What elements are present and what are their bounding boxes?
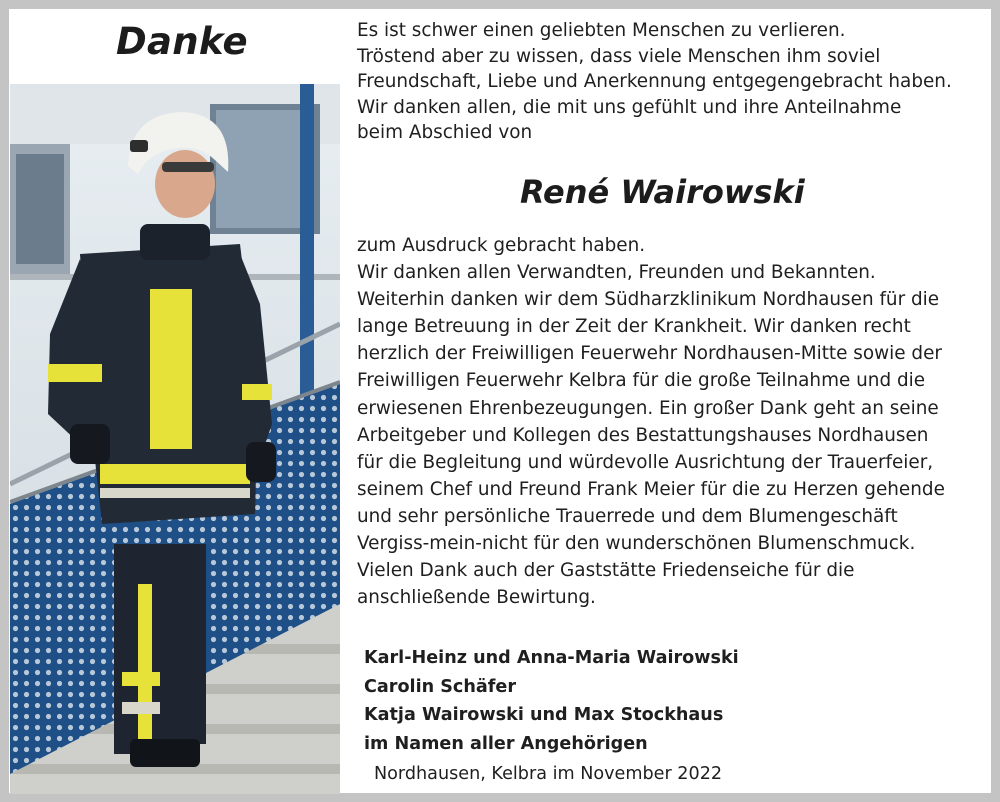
intro-line: Tröstend aber zu wissen, dass viele Menschen ihm soviel: [357, 45, 881, 67]
signer-line: Carolin Schäfer: [364, 676, 517, 697]
intro-line: Wir danken allen, die mit uns gefühlt und ihre Anteilnahme: [357, 96, 902, 118]
signer-line: im Namen aller Angehörigen: [364, 733, 648, 754]
signers-block: [364, 644, 784, 758]
body-line: zum Ausdruck gebracht haben.: [357, 235, 646, 256]
body-line: anschließende Bewirtung.: [357, 587, 596, 609]
body-line: herzlich der Freiwilligen Feuerwehr Nordhausen-Mitte sowie der: [357, 343, 942, 365]
body-line: und sehr persönliche Trauerrede und dem Blumengeschäft: [357, 505, 898, 527]
intro-line: beim Abschied von: [357, 122, 533, 144]
place-date: Nordhausen, Kelbra im November 2022: [374, 764, 723, 784]
body-line: Arbeitgeber und Kollegen des Bestattungshauses Nordhausen: [357, 424, 929, 446]
firefighter-photo: [10, 84, 340, 794]
deceased-name: René Wairowski: [520, 173, 805, 211]
body-line: Wir danken allen Verwandten, Freunden und Bekannten.: [357, 262, 876, 284]
body-line: Weiterhin danken wir dem Südharzklinikum Nordhausen für die: [357, 289, 940, 311]
body-line: lange Betreuung in der Zeit der Krankheit. Wir danken recht: [357, 316, 911, 338]
intro-line: Es ist schwer einen geliebten Menschen zu verlieren.: [357, 20, 846, 41]
body-line: erwiesenen Ehrenbezeugungen. Ein großer Dank geht an seine: [357, 397, 939, 419]
intro-text: [357, 18, 982, 146]
body-line: für die Begleitung und würdevolle Ausrichtung der Trauerfeier,: [357, 451, 934, 473]
intro-line: Freundschaft, Liebe und Anerkennung entgegengebracht haben.: [357, 71, 952, 93]
signer-line: Katja Wairowski und Max Stockhaus: [364, 705, 724, 725]
heading-danke: Danke: [116, 20, 248, 63]
body-line: seinem Chef und Freund Frank Meier für die zu Herzen gehende: [357, 478, 945, 500]
body-text: [357, 232, 985, 611]
signer-line: Karl-Heinz und Anna-Maria Wairowski: [364, 648, 739, 668]
body-line: Vielen Dank auch der Gaststätte Friedenseiche für die: [357, 560, 855, 582]
body-line: Vergiss-mein-nicht für den wunderschönen Blumenschmuck.: [357, 533, 916, 555]
body-line: Freiwilligen Feuerwehr Kelbra für die große Teilnahme und die: [357, 370, 926, 392]
